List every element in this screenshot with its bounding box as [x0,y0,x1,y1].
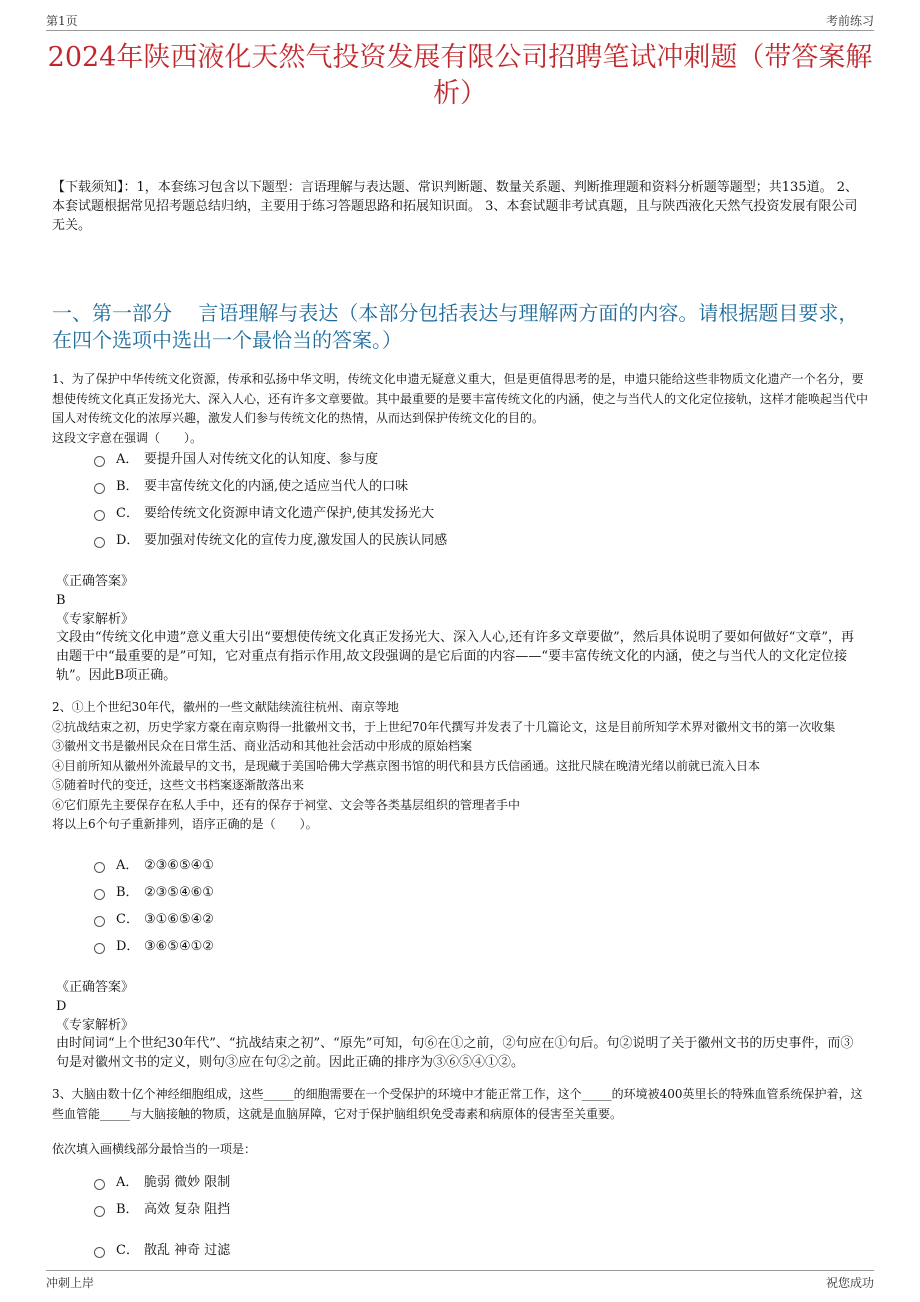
download-notice: 【下载须知】：1，本套练习包含以下题型：言语理解与表达题、常识判断题、数量关系题、判断推理题和资料分析题等题型；共135道。 2、本套试题根据常见招考题总结归纳，主要用于练习答题思路和拓展知识面。 3、本套试题非考试真题，且与陕西液化天然气投资发展有限公司无关。 [52,180,858,233]
analysis-label: 《专家解析》 [56,612,135,627]
section-heading: 一、第一部分 言语理解与表达（本部分包括表达与理解两方面的内容。请根据题目要求，在四个选项中选出一个最恰当的答案。） [52,301,859,352]
answer-value: D [56,999,67,1014]
q1-option-c[interactable]: C． 要给传统文化资源申请文化遗产保护,使其发扬光大 [92,503,870,530]
footer-right: 祝您成功 [825,1276,874,1290]
question-3-text: 3、大脑由数十亿个神经细胞组成，这些_____的细胞需要在一个受保护的环境中才能正常工作，这个_____的环境被400英里长的特殊血管系统保护着，这些血管能_____与大脑接触的物质，这就是血脑屏障，它对于保护脑组织免受毒素和病原体的侵害至关重要。 [52,1087,863,1121]
radio-icon[interactable] [94,943,105,954]
question-2 [52,698,870,835]
question-2-stem: 将以上6个句子重新排列，语序正确的是（ ）。 [52,817,318,831]
page-number: 第1页 [46,14,78,28]
question-2-options [92,855,870,963]
question-2-line: ④目前所知从徽州外流最早的文书，是现藏于美国哈佛大学燕京图书馆的明代和县方氏信函通。这批尺牍在晚清光绪以前就已流入日本 [52,758,761,773]
question-1-analysis: 文段由“传统文化申遗”意义重大引出“要想使传统文化真正发扬光大、深入人心,还有许多文章要做”，然后具体说明了要如何做好“文章”，再由题干中“最重要的是”可知，它对重点有指示作用,故文段强调的是它后面的内容——“要丰富传统文化的内涵，使之与当代人的文化定位接轨”。因此B项正确。 [56,630,855,683]
radio-icon[interactable] [94,862,105,873]
question-1-answer [56,572,870,629]
q3-option-a[interactable]: A． 脆弱 微妙 限制 [92,1172,870,1199]
question-2-line: ②抗战结束之初，历史学家方豪在南京购得一批徽州文书，于上世纪70年代撰写并发表了十几篇论文，这是目前所知学术界对徽州文书的第一次收集 [52,719,836,734]
document-title: 2024年陕西液化天然气投资发展有限公司招聘笔试冲刺题（带答案解析） [47,42,873,109]
q2-option-d[interactable]: D． ③⑥⑤④①② [92,936,870,963]
footer-left: 冲刺上岸 [46,1276,95,1290]
header-label: 考前练习 [825,14,874,28]
q3-option-b[interactable]: B． 高效 复杂 阻挡 [92,1199,870,1226]
q2-option-a[interactable]: A． ②③⑥⑤④① [92,855,870,882]
analysis-label: 《专家解析》 [56,1018,135,1033]
question-2-line: 2、①上个世纪30年代，徽州的一些文献陆续流往杭州、南京等地 [52,700,399,714]
radio-icon[interactable] [94,483,105,494]
q2-option-b[interactable]: B． ②③⑤④⑥① [92,882,870,909]
question-1-text: 1、为了保护中华传统文化资源，传承和弘扬中华文明，传统文化申遗无疑意义重大，但是更值得思考的是，申遗只能给这些非物质文化遗产一个名分，要想使传统文化真正发扬光大、深入人心，还有许多文章要做。其中最重要的是要丰富传统文化的内涵，使之与当代人的文化定位接轨，这样才能唤起当代中国人对传统文化的浓厚兴趣，激发人们参与传统文化的热情，从而达到保护传统文化的目的。 [52,372,869,425]
question-1-stem: 这段文字意在强调（ ）。 [52,430,203,445]
radio-icon[interactable] [94,1206,105,1217]
question-1-options [92,449,870,557]
radio-icon[interactable] [94,1247,105,1258]
question-2-line: ⑤随着时代的变迁，这些文书档案逐渐散落出来 [52,778,305,792]
question-3-options [92,1172,870,1267]
q2-option-c[interactable]: C． ③①⑥⑤④② [92,909,870,936]
radio-icon[interactable] [94,537,105,548]
radio-icon[interactable] [94,510,105,521]
page-header [46,12,874,31]
q3-option-c[interactable]: C． 散乱 神奇 过滤 [92,1240,870,1267]
page-footer [46,1270,874,1291]
q1-option-a[interactable]: A． 要提升国人对传统文化的认知度、参与度 [92,449,870,476]
question-3 [52,1085,870,1124]
q1-option-d[interactable]: D． 要加强对传统文化的宣传力度,激发国人的民族认同感 [92,530,870,557]
question-2-line: ③徽州文书是徽州民众在日常生活、商业活动和其他社会活动中形成的原始档案 [52,739,473,753]
radio-icon[interactable] [94,916,105,927]
radio-icon[interactable] [94,1179,105,1190]
answer-label: 《正确答案》 [56,980,135,995]
question-2-line: ⑥它们原先主要保存在私人手中，还有的保存于祠堂、文会等各类基层组织的管理者手中 [52,797,521,812]
question-1 [52,370,870,448]
q1-option-b[interactable]: B． 要丰富传统文化的内涵,使之适应当代人的口味 [92,476,870,503]
question-2-answer [56,978,870,1035]
answer-value: B [56,593,66,608]
question-3-stem: 依次填入画横线部分最恰当的一项是： [52,1142,257,1156]
question-2-analysis: 由时间词“上个世纪30年代”、“抗战结束之初”、“原先”可知，句⑥在①之前，②句应在①句后。句②说明了关于徽州文书的历史事件，而③句是对徽州文书的定义，则句③应在句②之前。因此正确的排序为③⑥⑤④①②。 [56,1036,854,1070]
radio-icon[interactable] [94,456,105,467]
answer-label: 《正确答案》 [56,574,135,589]
radio-icon[interactable] [94,889,105,900]
